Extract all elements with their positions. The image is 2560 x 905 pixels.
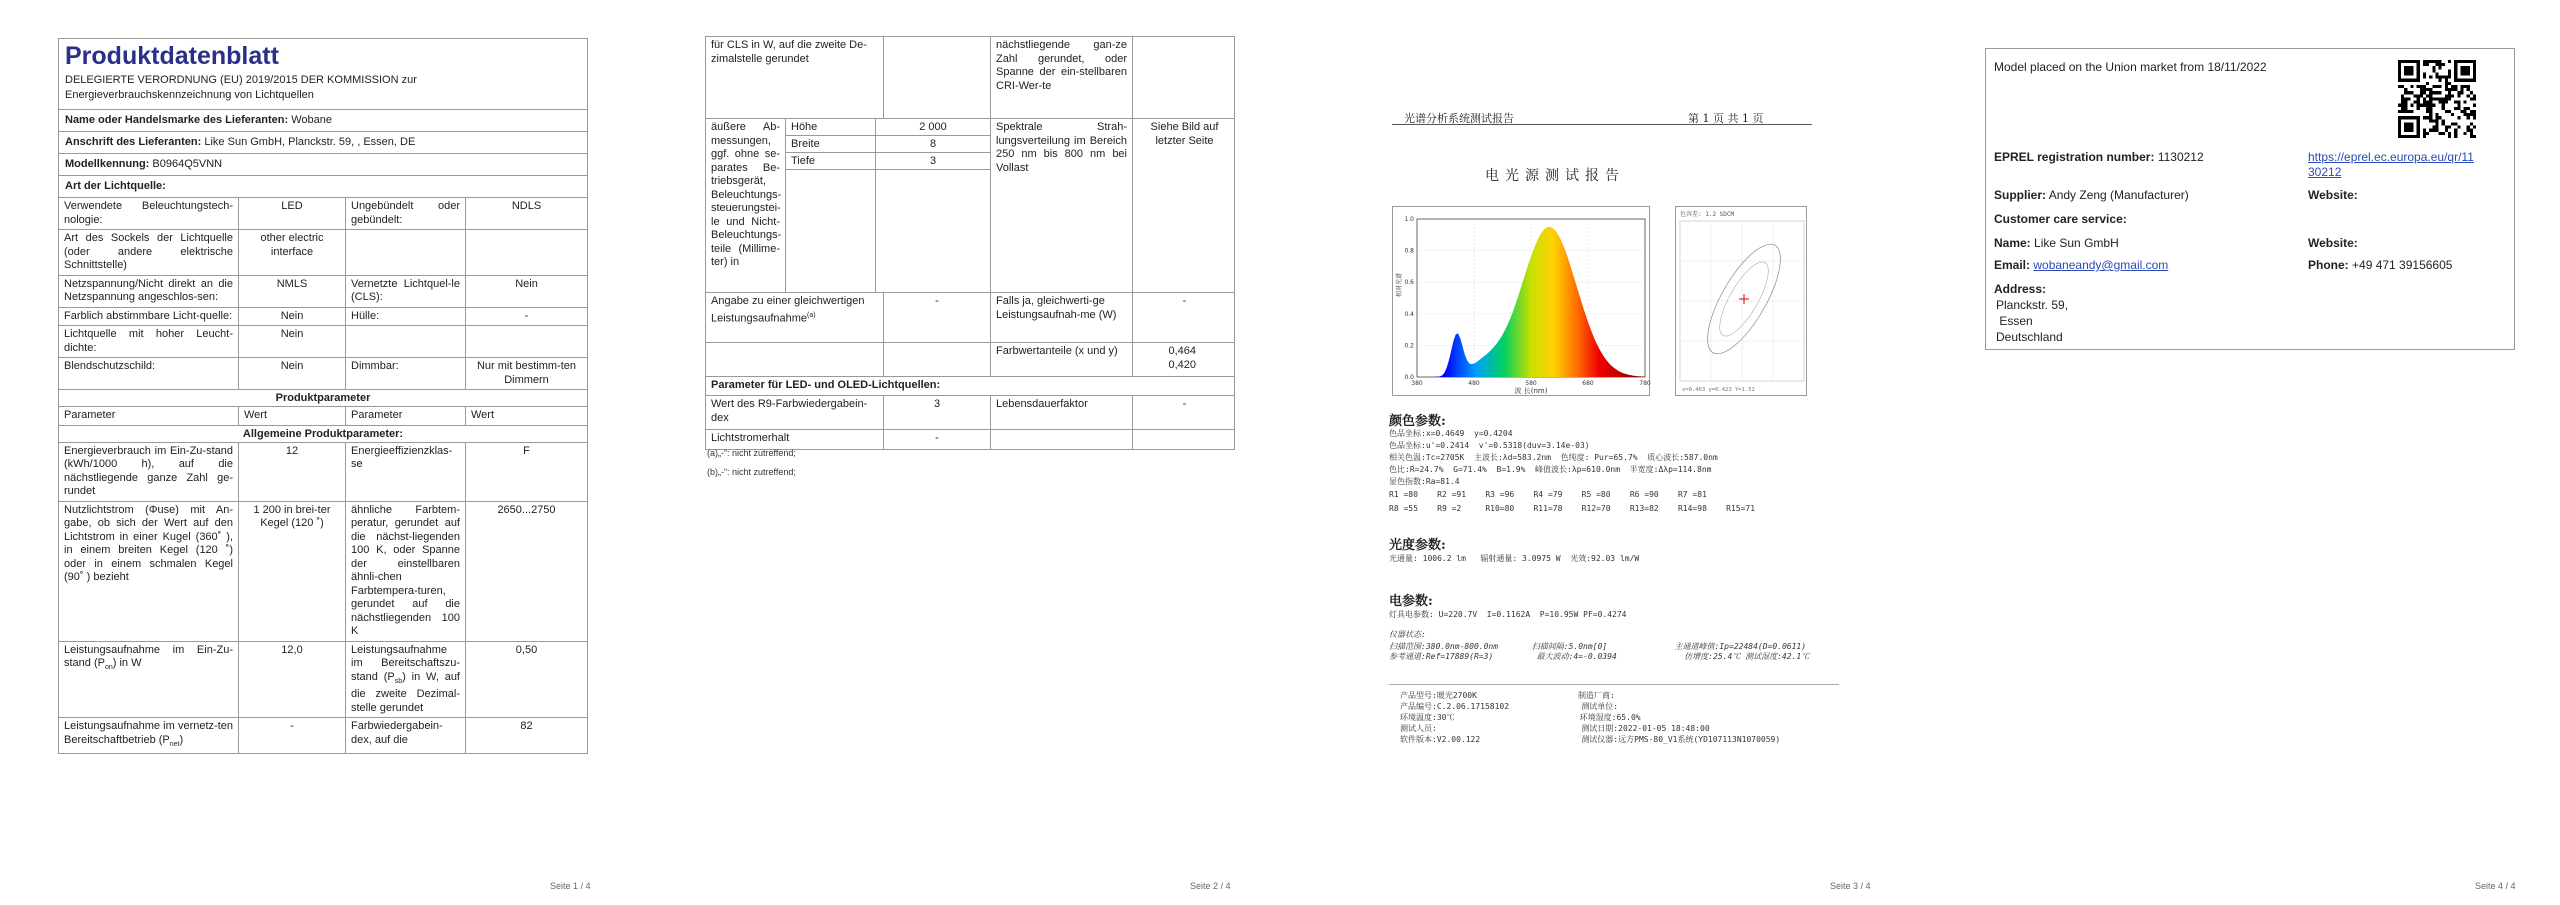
color-line-4: 色比:R=24.7% G=71.4% B=1.9% 峰值波长:λp=610.0nm 半宽度:Δλp=114.8nm — [1389, 465, 1712, 474]
param-label: Lichtstromerhalt — [706, 430, 884, 449]
param-label-text: ) in W, auf die zweite Dezimal-stelle gerundet — [351, 670, 460, 714]
x-tick-label: 380 — [1411, 380, 1423, 387]
email-link[interactable]: wobaneandy@gmail.com — [2033, 258, 2169, 272]
param-label: Art des Sockels der Lichtquelle (oder andere elektrische Schnittstelle) — [59, 230, 239, 275]
param-label — [706, 293, 884, 342]
color-params-heading: 颜色参数: — [1389, 414, 1446, 429]
phone-label: Phone: — [2308, 258, 2349, 272]
param-value — [884, 343, 991, 376]
product-parameters-heading: Produktparameter — [59, 390, 587, 407]
name-value: Like Sun GmbH — [2034, 236, 2119, 250]
param-value — [1133, 430, 1236, 449]
regulation-subtitle: DELEGIERTE VERORDNUNG (EU) 2019/2015 DER KOMMISSION zur Energieverbrauchskennzeichnung von Lichtquellen — [59, 71, 587, 110]
color-line-1: 色品坐标:x=0.4649 y=0.4204 — [1389, 429, 1513, 438]
param-label-text: ) in W — [112, 657, 142, 669]
general-parameters-heading: Allgemeine Produktparameter: — [59, 426, 587, 443]
name-line — [1994, 236, 2119, 251]
website2-label — [2308, 236, 2358, 251]
eprel-link[interactable] — [2308, 150, 2474, 180]
dimension-value: 3 — [929, 155, 937, 167]
table-row — [706, 430, 1234, 449]
meta-line-1: 产品型号:暖光2700K 制造厂商: — [1400, 691, 1615, 700]
param-label-text: Leistungsaufnahme im Bereitschaftszu-stand (P — [351, 643, 460, 683]
light-source-type-heading — [59, 176, 587, 198]
product-parameters-table-continued — [705, 36, 1235, 450]
market-date-text: Model placed on the Union market from 18/11/2022 — [1994, 60, 2267, 74]
param-value: - — [1182, 398, 1187, 410]
report-header-right: 第 1 页 共 1 页 — [1688, 112, 1764, 125]
param-label: Dimmbar: — [346, 358, 466, 389]
table-row — [706, 293, 1234, 343]
y-axis-label: 相对光谱 — [1396, 272, 1403, 297]
y-tick-labels — [1404, 216, 1414, 381]
email-line — [1994, 258, 2168, 273]
param-label: ähnliche Farbtem-peratur, gerundet auf die nächst-liegenden 100 K, oder Spanne der einstellbaren ähnli-chen Farbtempera-turen, gerundet auf die nächstliegenden 100 K — [346, 502, 466, 641]
eprel-number — [1994, 150, 2204, 165]
dimensions-subtable — [786, 119, 991, 292]
param-value: Nein — [239, 326, 346, 357]
param-value — [1133, 37, 1236, 118]
page-number: Seite 2 / 4 — [1190, 881, 1231, 891]
photometric-params-heading: 光度参数: — [1389, 538, 1446, 553]
param-value — [466, 326, 587, 357]
param-value: - — [884, 430, 991, 449]
param-value: 12 — [239, 443, 346, 501]
dimension-row — [786, 119, 990, 136]
table-row — [59, 443, 587, 502]
param-label: Spektrale Strah-lungsverteilung im Bereich 250 nm bis 800 nm bei Vollast — [991, 119, 1133, 292]
y-tick-label: 1.0 — [1404, 216, 1414, 223]
param-label: Energieeffizienzklas-se — [346, 443, 466, 501]
instrument-line-3: 参考通道:Ref=17889(R=3) 最大波动:4=-0.0394 仿增度:25.4℃ 测试湿度:42.1℃ — [1389, 652, 1810, 661]
meta-line-2: 产品编号:C.2.06.17158102 测试单位: — [1400, 702, 1619, 711]
header-rule — [1392, 124, 1812, 125]
x-tick-labels — [1411, 380, 1651, 387]
param-value: 82 — [520, 720, 533, 733]
cie-svg — [1676, 207, 1808, 397]
name-label: Name: — [1994, 236, 2031, 250]
model-value: B0964Q5VNN — [152, 158, 223, 170]
dimension-value — [876, 170, 990, 292]
dimension-name: Höhe — [786, 119, 876, 137]
subscript: on — [104, 664, 113, 672]
x-tick-label: 580 — [1525, 380, 1537, 387]
column-header: Wert — [471, 409, 495, 421]
eprel-link-line-2[interactable]: 30212 — [2308, 165, 2342, 179]
address-label: Anschrift des Lieferanten: — [65, 136, 202, 148]
param-label: Ungebündelt oder gebündelt: — [346, 198, 466, 229]
page-1 — [0, 0, 640, 905]
param-label — [346, 642, 466, 718]
table-header — [59, 407, 587, 426]
table-row — [706, 119, 1234, 293]
product-datasheet — [58, 38, 588, 754]
photometric-line: 光通量: 1006.2 lm 辐射通量: 3.0975 W 光效:92.03 lm/W — [1389, 554, 1640, 563]
address-heading — [1994, 282, 2046, 297]
param-value: - — [524, 309, 529, 322]
param-label: Netzspannung/Nicht direkt an die Netzspannung angeschlos-sen: — [59, 276, 239, 307]
x-tick-label: 680 — [1582, 380, 1594, 387]
instrument-line-1: 仪器状态: — [1389, 630, 1426, 639]
supplier-value: Wobane — [291, 114, 332, 126]
email-label: Email: — [1994, 258, 2031, 272]
param-label-text: Leistungsaufnahme im Ein-Zu-stand (P — [64, 643, 233, 669]
color-line-5: 显色指数:Ra=81.4 — [1389, 477, 1460, 486]
x-tick-label: 780 — [1639, 380, 1651, 387]
param-value: 12,0 — [239, 642, 346, 718]
param-label-text: Leistungsaufnahme im vernetz-ten Bereitschaftbetrieb (P — [64, 720, 233, 746]
supplier-value: Andy Zeng (Manufacturer) — [2048, 188, 2189, 202]
customer-care-label: Customer care service: — [1994, 212, 2127, 226]
subscript: sb — [394, 677, 403, 685]
page-title: Produktdatenblatt — [65, 42, 279, 70]
table-row — [706, 37, 1234, 119]
meta-line-5: 软件版本:V2.00.122 测试仪器:远方PMS-80_V1系统(YD107113N1070059) — [1400, 735, 1781, 744]
eprel-value: 1130212 — [2157, 150, 2204, 164]
param-label — [706, 343, 884, 376]
website-label — [2308, 188, 2358, 203]
param-label: Energieverbrauch im Ein-Zu-stand (kWh/1000 h), auf die nächstliegende ganze Zahl ge-rundet — [59, 443, 239, 501]
y-tick-label: 0.6 — [1404, 279, 1414, 287]
y-tick-label: 0.8 — [1404, 247, 1414, 255]
color-line-2: 色品坐标:u'=0.2414 v'=0.5318(duv=3.14e-03) — [1389, 441, 1590, 450]
param-value: NMLS — [239, 276, 346, 307]
table-row — [59, 198, 587, 230]
supplier-label: Name oder Handelsmarke des Lieferanten: — [65, 114, 289, 126]
table-row — [706, 396, 1234, 430]
website2-label-text: Website: — [2308, 236, 2358, 250]
address-line-1: Planckstr. 59, — [1996, 298, 2069, 312]
y-tick-label: 0.0 — [1404, 374, 1414, 381]
param-value: Nein — [515, 277, 538, 290]
param-value: NDLS — [511, 200, 542, 212]
param-value: F — [523, 444, 530, 457]
param-label: Farblich abstimmbare Licht-quelle: — [59, 308, 239, 326]
report-title: 电光源测试报告 — [1485, 168, 1625, 184]
footnote-a: (a)„-“: nicht zutreffend; — [707, 448, 796, 458]
param-label: Vernetzte Lichtquel-le (CLS): — [346, 276, 466, 307]
param-value: LED — [239, 198, 346, 229]
table-row — [59, 230, 587, 276]
instrument-line-2: 扫描范围:380.0nm-800.0nm 扫描间隔:5.0nm[0] 主通道峰值:Ip=22484(D=0.0611) — [1389, 642, 1807, 651]
led-parameters-heading: Parameter für LED- und OLED-Lichtquellen: — [711, 379, 941, 391]
param-label — [59, 718, 239, 753]
param-label-text: Angabe zu einer gleichwertigen Leistungsaufnahme — [711, 295, 865, 325]
model-line — [59, 154, 587, 176]
param-label: Falls ja, gleichwerti-ge Leistungsaufnah-me (W) — [991, 293, 1133, 342]
x-tick-label: 480 — [1468, 380, 1480, 387]
supplier-label: Supplier: — [1994, 188, 2047, 202]
meta-line-4: 测试人员: 测试日期:2022-01-05 18:48:00 — [1400, 724, 1710, 733]
page-number: Seite 4 / 4 — [2475, 881, 2516, 891]
param-label — [346, 326, 466, 357]
dimension-value: 2 000 — [919, 121, 947, 133]
dimension-row-empty — [786, 170, 990, 292]
table-row — [59, 358, 587, 390]
footnote-b: (b)„-“: nicht zutreffend; — [707, 467, 796, 477]
chromaticity-x: 0,464 — [1168, 345, 1196, 357]
eprel-label: EPREL registration number: — [1994, 150, 2155, 164]
param-label: Blendschutzschild: — [59, 358, 239, 389]
dimension-name: Tiefe — [786, 153, 876, 171]
color-line-3: 相关色温:Tc=2705K 主波长:λd=583.2nm 色纯度: Pur=65.7% 质心波长:587.0nm — [1389, 453, 1718, 462]
eprel-link-line-1[interactable]: https://eprel.ec.europa.eu/qr/11 — [2308, 150, 2474, 164]
meta-line-3: 环境温度:30℃ 环境湿度:65.0% — [1400, 713, 1641, 722]
phone-line — [2308, 258, 2452, 273]
param-label-text: ) — [179, 733, 184, 746]
spectrum-svg — [1393, 207, 1651, 397]
cie-footer: x=0.463 y=0.423 Y=1.52 — [1682, 387, 1755, 393]
param-label: Farbwiedergabein-dex, auf die — [346, 718, 466, 753]
page-number: Seite 1 / 4 — [550, 881, 591, 891]
param-label: für CLS in W, auf die zweite De-zimalstelle gerundet — [706, 37, 884, 118]
param-label: Lichtquelle mit hoher Leucht-dichte: — [59, 326, 239, 357]
column-header: Wert — [239, 407, 346, 425]
param-label: nächstliegende gan-ze Zahl gerundet, oder Spanne der ein-stellbaren CRI-Wer-te — [991, 37, 1133, 118]
color-line-7: R8 =55 R9 =2 R10=80 R11=78 R12=70 R13=82 R14=98 R15=71 — [1389, 504, 1756, 513]
supplier-line — [1994, 188, 2189, 203]
dimension-row — [786, 153, 990, 170]
param-value: Nein — [239, 358, 346, 389]
param-value — [884, 37, 991, 118]
address-line-3: Deutschland — [1996, 330, 2063, 344]
param-label: Verwendete Beleuchtungstech-nologie: — [59, 198, 239, 229]
param-value — [466, 230, 587, 275]
param-value: 2650...2750 — [497, 503, 556, 516]
led-section-heading-row — [706, 377, 1234, 396]
cie-label: 色容差: 1.2 SDCM — [1680, 211, 1735, 218]
y-tick-label: 0.4 — [1404, 310, 1414, 318]
report-header-left: 光谱分析系统测试报告 — [1404, 112, 1514, 125]
address-line — [59, 132, 587, 154]
x-axis-label: 波 长(nm) — [1514, 387, 1548, 395]
dimension-row — [786, 136, 990, 153]
param-value: - — [884, 293, 991, 342]
electrical-params-heading: 电参数: — [1389, 594, 1433, 609]
param-value: 3 — [884, 396, 991, 429]
dimension-name: Breite — [786, 136, 876, 154]
table-row — [706, 343, 1234, 377]
param-value: other electric interface — [239, 230, 346, 275]
column-header: Parameter — [346, 407, 466, 425]
address-line-2: Essen — [1996, 314, 2033, 328]
table-row — [59, 718, 587, 753]
website-label-text: Website: — [2308, 188, 2358, 202]
supplier-line — [59, 110, 587, 132]
param-value: - — [1182, 295, 1187, 307]
cie-chart — [1675, 206, 1807, 396]
qr-code-icon[interactable] — [2398, 60, 2476, 138]
address-label: Address: — [1994, 282, 2047, 296]
footnote-marker: (a) — [807, 311, 816, 319]
param-label: Farbwertanteile (x und y) — [991, 343, 1133, 376]
page-number: Seite 3 / 4 — [1830, 881, 1871, 891]
param-value: 0,50 — [515, 643, 538, 656]
table-row — [59, 308, 587, 327]
table-row — [59, 502, 587, 642]
table-row — [59, 642, 587, 719]
param-label — [991, 430, 1133, 449]
param-label: Wert des R9-Farbwiedergabein-dex — [706, 396, 884, 429]
param-value: 1 200 in brei-ter Kegel (120 ˚) — [239, 502, 346, 641]
dimension-value: 8 — [929, 138, 937, 150]
param-value: Nein — [239, 308, 346, 326]
phone-value: +49 471 39156605 — [2352, 258, 2453, 272]
dimension-name — [786, 170, 876, 292]
chromaticity-values — [1133, 343, 1236, 376]
param-label: Nutzlichtstrom (Φuse) mit An-gabe, ob sich der Wert auf den Lichtstrom in einer Kugel (360˚ ), in einem breiten Kegel (120 ˚) oder in einem schmalen Kegel (90˚ ) bezieht — [59, 502, 239, 641]
param-label — [346, 230, 466, 275]
address-value: Like Sun GmbH, Planckstr. 59, , Essen, DE — [204, 136, 416, 148]
param-label: Hülle: — [346, 308, 466, 326]
param-value: Siehe Bild auf letzter Seite — [1150, 121, 1219, 147]
param-label: Lebensdauerfaktor — [991, 396, 1133, 429]
customer-care-heading — [1994, 212, 2127, 227]
light-source-type-label: Art der Lichtquelle: — [65, 180, 166, 192]
meta-rule — [1389, 684, 1839, 685]
param-value: Nur mit bestimm-ten Dimmern — [476, 360, 577, 386]
param-label — [59, 642, 239, 718]
spectrum-chart — [1392, 206, 1650, 396]
subscript: net — [169, 740, 180, 748]
table-row — [59, 276, 587, 308]
param-value: - — [239, 718, 346, 753]
y-tick-label: 0.2 — [1404, 342, 1414, 350]
dimensions-label: äußere Ab-messungen, ggf. ohne se-parates Be-triebsgerät, Beleuchtungs-steuerungstei-le und Nicht-Beleuchtungs-teile (Millime-ter) in — [706, 119, 786, 292]
color-line-6: R1 =80 R2 =91 R3 =96 R4 =79 R5 =80 R6 =90 R7 =81 — [1389, 490, 1707, 499]
electrical-line: 灯具电参数: U=220.7V I=0.1162A P=10.95W PF=0.4274 — [1389, 610, 1627, 619]
model-label: Modellkennung: — [65, 158, 150, 170]
table-row — [59, 326, 587, 358]
chromaticity-y: 0,420 — [1168, 358, 1196, 371]
column-header: Parameter — [59, 407, 239, 425]
